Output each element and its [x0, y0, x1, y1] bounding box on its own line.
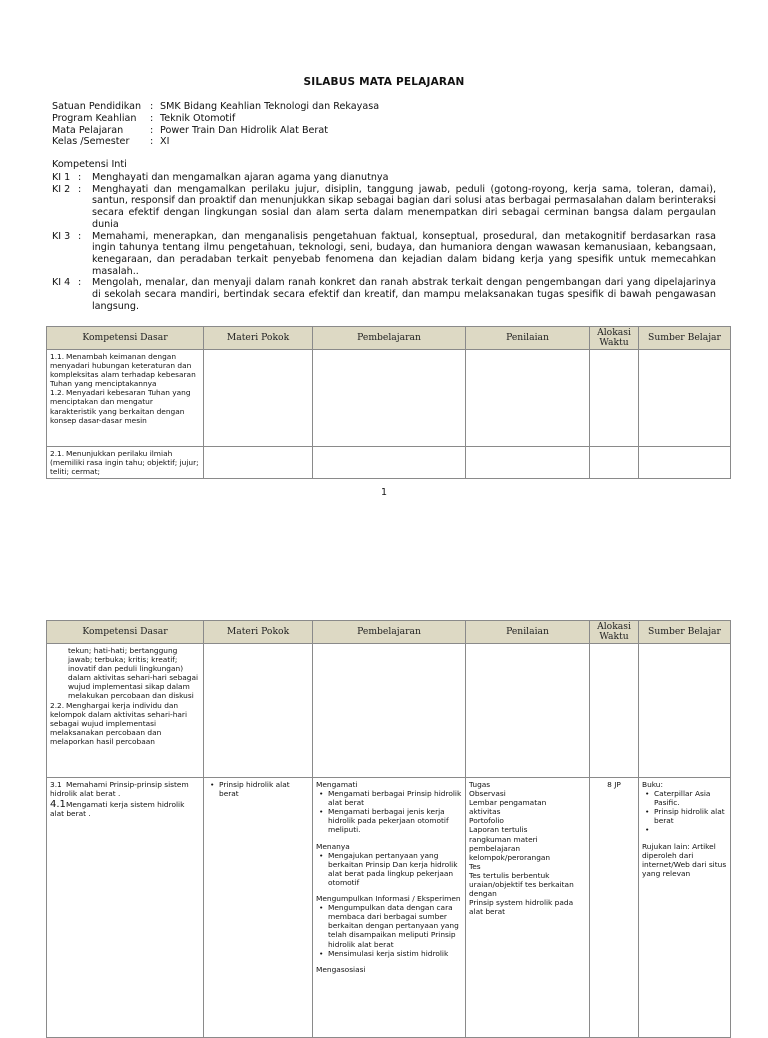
- ki-item: KI 1 : Menghayati dan mengamalkan ajaran agama yang dianutnya: [52, 172, 716, 184]
- kd-cell: tekun; hati-hati; bertanggung jawab; terbuka; kritis; kreatif; inovatif dan peduli lingkungan) dalam aktivitas sehari-hari sebagai wujud implementasi sikap dalam melakukan percobaan dan diskusi 2.2. Menghargai kerja individu dan kelompok dalam aktivitas sehari-hari sebagai wujud implementasi melaksanakan percobaan dan melaporkan hasil percobaan: [47, 644, 204, 778]
- list-item: • Mengumpulkan data dengan cara membaca dari berbagai sumber berkaitan dengan pertanyaan yang telah disampaikan meliputi Prinsip hidrolik alat berat: [328, 903, 462, 948]
- meta-row: Kelas /Semester : XI: [52, 136, 170, 148]
- list-item: [654, 825, 727, 834]
- ki-text: Mengolah, menalar, dan menyaji dalam ranah konkret dan ranah abstrak terkait dengan pengembangan dari yang dipelajarinya di sekolah secara mandiri, bertindak secara efektif dan kreatif, dan mampu melaksanakan tugas spesifik di bawah pengawasan langsung.: [92, 277, 716, 312]
- ki-item: KI 4 : Mengolah, menalar, dan menyaji dalam ranah konkret dan ranah abstrak terkait dengan pengembangan dari yang dipelajarinya di sekolah secara mandiri, bertindak secara efektif dan kreatif, dan mampu melaksanakan tugas spesifik di bawah pengawasan langsung.: [52, 277, 716, 312]
- kd-text: Menambah keimanan dengan menyadari hubungan keteraturan dan kompleksitas alam terhadap kebesaran Tuhan yang menciptakannya: [50, 352, 196, 389]
- kd-cell: 2.1. Menunjukkan perilaku ilmiah (memiliki rasa ingin tahu; objektif; jujur; teliti; cermat;: [47, 447, 204, 479]
- meta-row: Program Keahlian : Teknik Otomotif: [52, 112, 236, 124]
- kd-text: Menunjukkan perilaku ilmiah (memiliki rasa ingin tahu; objektif; jujur; teliti; cermat;: [50, 449, 199, 477]
- header-penilaian: Penilaian: [466, 327, 590, 350]
- table-row: [47, 447, 731, 479]
- penilaian-cell: [466, 778, 590, 1038]
- penilaian-line: Tes tertulis berbentuk uraian/objektif tes berkaitan dengan: [469, 870, 574, 899]
- section-title: Mengasosiasi: [316, 964, 366, 974]
- table-row: [47, 778, 731, 1038]
- page-2: [0, 512, 768, 1024]
- kd-cell: 1.1. Menambah keimanan dengan menyadari hubungan keteraturan dan kompleksitas alam terhadap kebesaran Tuhan yang menciptakannya 1.2. Menyadari kebesaran Tuhan yang menciptakan dan mengatur karakteristik yang berkaitan dengan konsep dasar-dasar mesin: [47, 350, 204, 447]
- section-title: Buku:: [642, 780, 663, 789]
- penilaian-line: Prinsip system hidrolik pada alat berat: [469, 898, 574, 917]
- penilaian-line: Observasi: [469, 789, 506, 799]
- header-alokasi-waktu: Alokasi Waktu: [590, 621, 639, 644]
- penilaian-line: Portofolio: [469, 816, 504, 826]
- page-1: [0, 0, 768, 512]
- ki-item: KI 3 : Memahami, menerapkan, dan menganalisis pengetahuan faktual, konseptual, prosedural, dan metakognitif berdasarkan rasa ingin tahunya tentang ilmu pengetahuan, teknologi, seni, budaya, dan humaniora dengan wawasan kemanusiaan, kebangsaan, kenegaraan, dan peradaban terkait penyebab fenomena dan kejadian dalam bidang kerja yang spesifik untuk memecahkan masalah..: [52, 230, 716, 277]
- table-header-row: [47, 621, 731, 644]
- header-kompetensi-dasar: Kompetensi Dasar: [47, 621, 204, 644]
- list-item: • Mensimulasi kerja sistim hidrolik: [328, 949, 462, 958]
- syllabus-table-1: [46, 326, 731, 479]
- ki-text: Menghayati dan mengamalkan ajaran agama yang dianutnya: [92, 172, 389, 183]
- menanya-list: [316, 851, 462, 887]
- header-pembelajaran: Pembelajaran: [313, 327, 466, 350]
- penilaian-line: Lembar pengamatan: [469, 798, 547, 808]
- list-item: • Prinsip hidrolik alat berat: [219, 780, 309, 798]
- meta-value: XI: [160, 136, 170, 148]
- ki-code: KI 1: [52, 172, 71, 183]
- syllabus-identity: [52, 101, 379, 148]
- table-header-row: [47, 327, 731, 350]
- penilaian-line: Laporan tertulis: [469, 825, 528, 835]
- table-row: [47, 350, 731, 447]
- section-title: Mengumpulkan Informasi / Eksperimen: [316, 894, 461, 904]
- kd-text: Menghargai kerja individu dan kelompok dalam aktivitas sehari-hari sebagai wujud implementasi melaksanakan percobaan dan melaporkan hasil percobaan: [50, 700, 188, 746]
- ki-text: Menghayati dan mengamalkan perilaku jujur, disiplin, tanggung jawab, peduli (gotong-royong, kerja sama, toleran, damai), santun, responsif dan proaktif dan menunjukkan sikap sebagai bagian dari solusi atas berbagai permasalahan dalam berinteraksi secara efektif dengan lingkungan sosial dan alam serta dalam menempatkan diri sebagai cerminan bangsa dalam pergaulan dunia: [92, 183, 716, 230]
- header-sumber-belajar: Sumber Belajar: [639, 327, 731, 350]
- list-item: • Caterpillar Asia Pasific.: [654, 789, 727, 807]
- ki-code: KI 3: [52, 230, 71, 242]
- penilaian-line: pembelajaran: [469, 843, 521, 853]
- sumber-list: [642, 789, 727, 834]
- meta-label: Program Keahlian: [52, 112, 137, 124]
- meta-value: SMK Bidang Keahlian Teknologi dan Rekayasa: [160, 101, 380, 112]
- meta-label: Mata Pelajaran: [52, 124, 124, 136]
- penilaian-line: rangkuman materi: [469, 834, 538, 844]
- kd-text: Mengamati kerja sistem hidrolik alat berat .: [50, 800, 185, 819]
- list-item: • Mengamati berbagai Prinsip hidrolik alat berat: [328, 789, 462, 807]
- list-item: • Prinsip hidrolik alat berat: [654, 807, 727, 825]
- meta-label: Satuan Pendidikan: [52, 101, 142, 112]
- penilaian-line: aktivitas: [469, 807, 501, 817]
- meta-row: Mata Pelajaran : Power Train Dan Hidrolik Alat Berat: [52, 124, 329, 136]
- table-row: [47, 644, 731, 778]
- sumber-cell: [639, 778, 731, 1038]
- header-kompetensi-dasar: Kompetensi Dasar: [47, 327, 204, 350]
- list-item: • Mengamati berbagai jenis kerja hidrolik pada pekerjaan otomotif meliputi.: [328, 807, 462, 834]
- pembelajaran-cell: [313, 778, 466, 1038]
- header-penilaian: Penilaian: [466, 621, 590, 644]
- mengumpulkan-list: [316, 903, 462, 958]
- penilaian-line: Tes: [469, 861, 481, 871]
- header-materi-pokok: Materi Pokok: [204, 327, 313, 350]
- kd-cell: 3.1 Memahami Prinsip-prinsip sistem hidrolik alat berat . 4.1Mengamati kerja sistem hidrolik alat berat .: [47, 778, 204, 1038]
- mengamati-list: [316, 789, 462, 834]
- section-title: Mengamati: [316, 780, 358, 789]
- penilaian-line: Tugas: [469, 780, 491, 789]
- materi-list: [207, 780, 309, 798]
- header-alokasi-waktu: Alokasi Waktu: [590, 327, 639, 350]
- ki-code: KI 4: [52, 277, 71, 289]
- page-number: 1: [380, 487, 388, 498]
- document-title: SILABUS MATA PELAJARAN: [303, 76, 465, 88]
- header-sumber-belajar: Sumber Belajar: [639, 621, 731, 644]
- section-title: Menanya: [316, 841, 350, 851]
- rujukan-text: Rujukan lain: Artikel diperoleh dari internet/Web dari situs yang relevan: [642, 841, 727, 878]
- alokasi-cell: 8 JP: [590, 778, 639, 1038]
- list-item: • Mengajukan pertanyaan yang berkaitan Prinsip Dan kerja hidrolik alat berat pada lingkup pekerjaan otomotif: [328, 851, 462, 887]
- ki-code: KI 2: [52, 183, 71, 195]
- meta-row: Satuan Pendidikan : SMK Bidang Keahlian Teknologi dan Rekayasa: [52, 101, 380, 112]
- kd-text: Memahami Prinsip-prinsip sistem hidrolik alat berat .: [50, 780, 189, 799]
- meta-label: Kelas /Semester: [52, 136, 130, 148]
- penilaian-line: kelompok/perorangan: [469, 852, 551, 862]
- ki-item: KI 2 : Menghayati dan mengamalkan perilaku jujur, disiplin, tanggung jawab, peduli (gotong-royong, kerja sama, toleran, damai), santun, responsif dan proaktif dan menunjukkan sikap sebagai bagian dari solusi atas berbagai permasalahan dalam berinteraksi secara efektif dengan lingkungan sosial dan alam serta dalam menempatkan diri sebagai cerminan bangsa dalam pergaulan dunia: [52, 183, 716, 230]
- ki-text: Memahami, menerapkan, dan menganalisis pengetahuan faktual, konseptual, prosedural, dan metakognitif berdasarkan rasa ingin tahunya tentang ilmu pengetahuan, teknologi, seni, budaya, dan humaniora dengan wawasan kemanusiaan, kebangsaan, kenegaraan, dan peradaban terkait penyebab fenomena dan kejadian dalam bidang kerja yang spesifik untuk memecahkan masalah..: [92, 230, 716, 277]
- header-materi-pokok: Materi Pokok: [204, 621, 313, 644]
- header-pembelajaran: Pembelajaran: [313, 621, 466, 644]
- ki-heading: Kompetensi Inti: [52, 159, 127, 170]
- kd-text: Menyadari kebesaran Tuhan yang menciptakan dan mengatur karakteristik yang berkaitan dengan konsep dasar-dasar mesin: [50, 388, 191, 425]
- ki-list: [52, 172, 716, 312]
- meta-value: Teknik Otomotif: [160, 112, 236, 124]
- materi-cell: [204, 778, 313, 1038]
- syllabus-table-2: [46, 620, 731, 1038]
- meta-value: Power Train Dan Hidrolik Alat Berat: [160, 124, 329, 136]
- kd-text: tekun; hati-hati; bertanggung jawab; terbuka; kritis; kreatif; inovatif dan peduli lingkungan) dalam aktivitas sehari-hari sebagai wujud implementasi sikap dalam melakukan percobaan dan diskusi: [68, 646, 199, 701]
